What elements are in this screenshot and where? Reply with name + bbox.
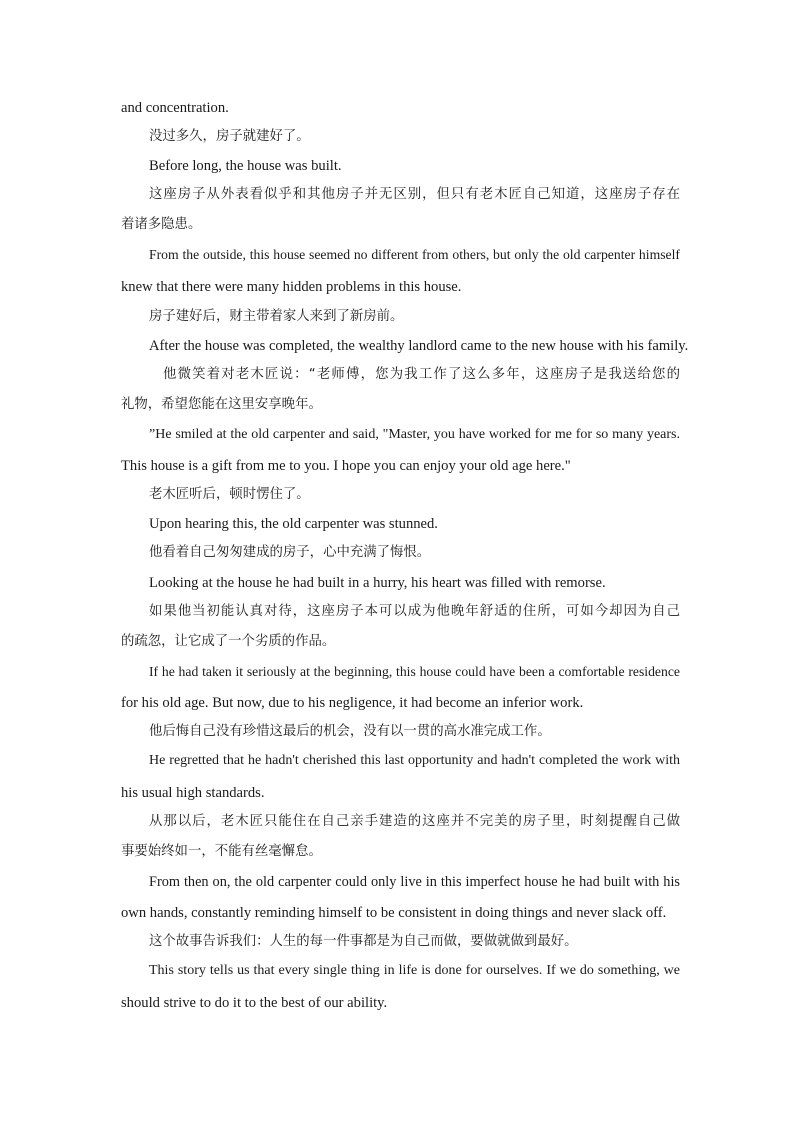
text-line: He regretted that he hadn't cherished this last opportunity and hadn't completed the work with [149, 753, 680, 768]
text-line: This story tells us that every single thing in life is done for ourselves. If we do something, we [149, 963, 680, 978]
text-line: From the outside, this house seemed no different from others, but only the old carpenter himself [149, 247, 680, 262]
text-line: 老木匠听后，顿时愣住了。 [149, 487, 310, 502]
text-line: 着诸多隐患。 [121, 217, 202, 232]
text-line: own hands, constantly reminding himself to be consistent in doing things and never slack off. [121, 905, 667, 921]
text-line: 这个故事告诉我们：人生的每一件事都是为自己而做，要做就做到最好。 [149, 934, 578, 949]
text-line: After the house was completed, the wealthy landlord came to the new house with his family. [149, 338, 689, 354]
text-line: and concentration. [121, 100, 229, 116]
text-line: 事要始终如一，不能有丝毫懈怠。 [121, 844, 322, 859]
text-line: From then on, the old carpenter could only live in this imperfect house he had built with his [149, 874, 680, 890]
text-line: 从那以后，老木匠只能住在自己亲手建造的这座并不完美的房子里，时刻提醒自己做 [149, 814, 680, 829]
text-line: 礼物，希望您能在这里安享晚年。 [121, 397, 322, 412]
text-line: 房子建好后，财主带着家人来到了新房前。 [149, 309, 404, 324]
text-line: knew that there were many hidden problems in this house. [121, 279, 462, 295]
text-line: 如果他当初能认真对待，这座房子本可以成为他晚年舒适的住所，可如今却因为自己 [149, 604, 680, 619]
text-line: 的疏忽，让它成了一个劣质的作品。 [121, 634, 336, 649]
text-line: 他微笑着对老木匠说：“老师傅，您为我工作了这么多年，这座房子是我送给您的 [163, 367, 680, 382]
text-line: This house is a gift from me to you. I hope you can enjoy your old age here." [121, 458, 571, 474]
text-line: 这座房子从外表看似乎和其他房子并无区别，但只有老木匠自己知道，这座房子存在 [149, 187, 680, 202]
text-line: Before long, the house was built. [149, 158, 342, 174]
text-line: 没过多久，房子就建好了。 [149, 129, 310, 144]
text-line: should strive to do it to the best of our ability. [121, 995, 388, 1011]
text-line: ”He smiled at the old carpenter and said, "Master, you have worked for me for so many years. [149, 427, 680, 442]
text-line: his usual high standards. [121, 785, 265, 801]
text-line: 他看着自己匆匆建成的房子，心中充满了悔恨。 [149, 545, 431, 560]
text-line: If he had taken it seriously at the beginning, this house could have been a comfortable residence [149, 664, 680, 679]
text-line: Looking at the house he had built in a hurry, his heart was filled with remorse. [149, 575, 606, 591]
text-line: 他后悔自己没有珍惜这最后的机会，没有以一贯的高水准完成工作。 [149, 724, 551, 739]
text-line: for his old age. But now, due to his negligence, it had become an inferior work. [121, 695, 584, 711]
text-line: Upon hearing this, the old carpenter was stunned. [149, 516, 438, 532]
